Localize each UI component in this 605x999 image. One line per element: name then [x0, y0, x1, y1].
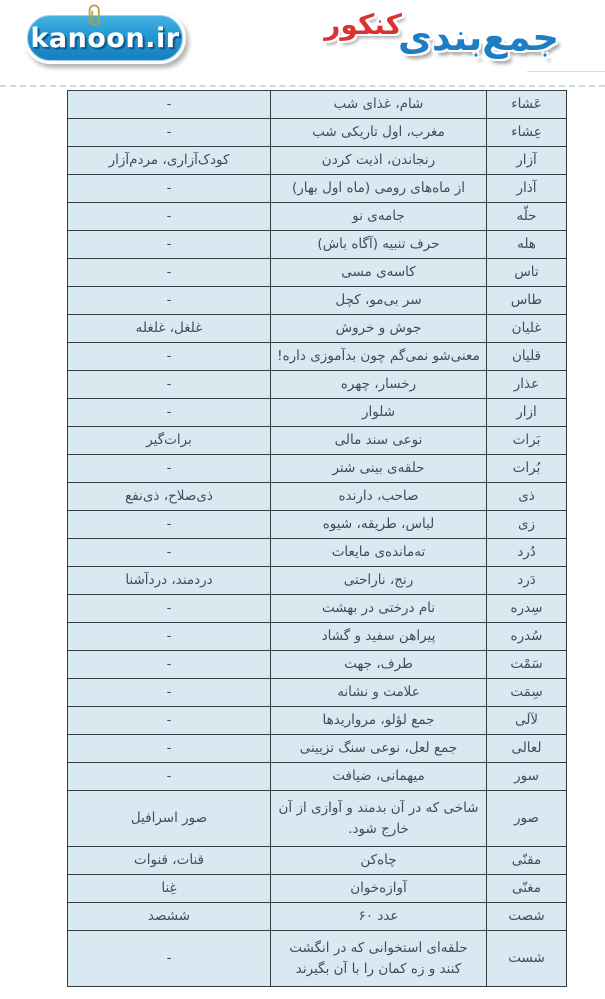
header-dashed-divider — [0, 85, 605, 87]
cell-word: غلیان — [487, 315, 567, 343]
cell-meaning: چاه‌کن — [271, 847, 487, 875]
header-rule-right — [527, 71, 605, 72]
table-row — [68, 539, 567, 567]
table-row — [68, 791, 567, 847]
cell-related: - — [68, 119, 271, 147]
cell-meaning: جامه‌ی نو — [271, 203, 487, 231]
cell-related: غلغل، غلغله — [68, 315, 271, 343]
cell-word: لآلی — [487, 707, 567, 735]
cell-meaning: سر بی‌مو، کچل — [271, 287, 487, 315]
cell-meaning: نام درختی در بهشت — [271, 595, 487, 623]
table-row — [68, 455, 567, 483]
cell-related: - — [68, 931, 271, 987]
cell-meaning: میهمانی، ضیافت — [271, 763, 487, 791]
cell-meaning: طرف، جهت — [271, 651, 487, 679]
cell-word: صور — [487, 791, 567, 847]
cell-meaning: نوعی سند مالی — [271, 427, 487, 455]
cell-related: کودک‌آزاری، مردم‌آزار — [68, 147, 271, 175]
cell-meaning: پیراهن سفید و گشاد — [271, 623, 487, 651]
cell-related: غِنا — [68, 875, 271, 903]
table-row — [68, 259, 567, 287]
cell-word: سِدره — [487, 595, 567, 623]
table-row — [68, 315, 567, 343]
table-row — [68, 931, 567, 987]
table-row — [68, 119, 567, 147]
cell-related: - — [68, 539, 271, 567]
logo-text: kanoon.ir — [30, 22, 180, 54]
cell-word: هله — [487, 231, 567, 259]
cell-word: ذی — [487, 483, 567, 511]
table-row — [68, 623, 567, 651]
cell-word: آذار — [487, 175, 567, 203]
cell-word: قلیان — [487, 343, 567, 371]
table-row — [68, 231, 567, 259]
cell-related: دردمند، دردآشنا — [68, 567, 271, 595]
cell-word: دُرد — [487, 539, 567, 567]
cell-related: - — [68, 707, 271, 735]
cell-related: - — [68, 203, 271, 231]
table-row — [68, 567, 567, 595]
cell-meaning: آوازه‌خوان — [271, 875, 487, 903]
cell-related: برات‌گیر — [68, 427, 271, 455]
cell-word: دَرد — [487, 567, 567, 595]
cell-meaning: رنج، ناراحتی — [271, 567, 487, 595]
cell-word: لعالی — [487, 735, 567, 763]
table-row — [68, 427, 567, 455]
table-row — [68, 875, 567, 903]
cell-meaning: شلوار — [271, 399, 487, 427]
cell-word: بَرات — [487, 427, 567, 455]
cell-word: عِشاء — [487, 119, 567, 147]
cell-meaning: کاسه‌ی مسی — [271, 259, 487, 287]
table-row — [68, 651, 567, 679]
cell-meaning: علامت و نشانه — [271, 679, 487, 707]
cell-word: ازار — [487, 399, 567, 427]
cell-meaning: رنجاندن، اذیت کردن — [271, 147, 487, 175]
cell-meaning: از ماه‌های رومی (ماه اول بهار) — [271, 175, 487, 203]
cell-meaning: جوش و خروش — [271, 315, 487, 343]
cell-related: - — [68, 623, 271, 651]
cell-meaning: حلقه‌ای استخوانی که در انگشت کنند و زه کمان را با آن بگیرند — [271, 931, 487, 987]
cell-meaning: ته‌مانده‌ی مایعات — [271, 539, 487, 567]
cell-word: سَمْت — [487, 651, 567, 679]
vocabulary-table — [67, 90, 567, 987]
table-row — [68, 371, 567, 399]
word-table-body — [68, 91, 567, 987]
cell-meaning: حلقه‌ی بینی شتر — [271, 455, 487, 483]
cell-word: سور — [487, 763, 567, 791]
cell-related: - — [68, 287, 271, 315]
cell-related: - — [68, 91, 271, 119]
cell-related: - — [68, 679, 271, 707]
cell-word: حلّه — [487, 203, 567, 231]
cell-related: - — [68, 399, 271, 427]
table-row — [68, 203, 567, 231]
table-row — [68, 343, 567, 371]
paperclip-icon — [88, 4, 103, 32]
cell-meaning: صاحب، دارنده — [271, 483, 487, 511]
cell-word: بُرات — [487, 455, 567, 483]
cell-word: شست — [487, 931, 567, 987]
table-row — [68, 763, 567, 791]
cell-word: مغنّی — [487, 875, 567, 903]
table-row — [68, 147, 567, 175]
cell-meaning: جمع لؤلو، مرواریدها — [271, 707, 487, 735]
table-row — [68, 175, 567, 203]
cell-word: عَشاء — [487, 91, 567, 119]
cell-meaning: مغرب، اول تاریکی شب — [271, 119, 487, 147]
cell-related: - — [68, 259, 271, 287]
cell-word: شصت — [487, 903, 567, 931]
cell-related: - — [68, 651, 271, 679]
table-row — [68, 483, 567, 511]
cell-related: - — [68, 371, 271, 399]
table-row — [68, 735, 567, 763]
cell-word: طاس — [487, 287, 567, 315]
table-row — [68, 399, 567, 427]
cell-related: - — [68, 763, 271, 791]
cell-related: صور اسرافیل — [68, 791, 271, 847]
table-row — [68, 847, 567, 875]
cell-word: زی — [487, 511, 567, 539]
table-row — [68, 595, 567, 623]
table-row — [68, 511, 567, 539]
logo-pill — [27, 15, 183, 61]
title-part-red: کنکور — [324, 8, 402, 41]
cell-related: ششصد — [68, 903, 271, 931]
cell-meaning: حرف تنبیه (آگاه باش) — [271, 231, 487, 259]
cell-related: - — [68, 175, 271, 203]
title-part-blue: جمع‌بندی — [397, 16, 559, 59]
cell-related: - — [68, 455, 271, 483]
cell-meaning: لباس، طریقه، شیوه — [271, 511, 487, 539]
cell-related: - — [68, 511, 271, 539]
table-row — [68, 707, 567, 735]
cell-meaning: شاخی که در آن بدمند و آوازی از آن خارج شود. — [271, 791, 487, 847]
table-row — [68, 903, 567, 931]
kanoon-logo — [24, 12, 186, 64]
cell-meaning: معنی‌شو نمی‌گم چون بدآموزی داره! — [271, 343, 487, 371]
cell-meaning: شام، غذای شب — [271, 91, 487, 119]
cell-related: - — [68, 231, 271, 259]
cell-word: عذار — [487, 371, 567, 399]
cell-word: تاس — [487, 259, 567, 287]
cell-word: سِمَت — [487, 679, 567, 707]
cell-word: سُدره — [487, 623, 567, 651]
cell-related: - — [68, 595, 271, 623]
cell-meaning: عدد ۶۰ — [271, 903, 487, 931]
cell-word: مقنّی — [487, 847, 567, 875]
cell-meaning: رخسار، چهره — [271, 371, 487, 399]
cell-related: - — [68, 343, 271, 371]
table-row — [68, 287, 567, 315]
table-row — [68, 91, 567, 119]
cell-meaning: جمع لعل، نوعی سنگ تزیینی — [271, 735, 487, 763]
cell-related: - — [68, 735, 271, 763]
cell-related: قنات، قنوات — [68, 847, 271, 875]
cell-word: آزار — [487, 147, 567, 175]
table-row — [68, 679, 567, 707]
cell-related: ذی‌صلاح، ذی‌نفع — [68, 483, 271, 511]
page-title — [324, 8, 559, 59]
